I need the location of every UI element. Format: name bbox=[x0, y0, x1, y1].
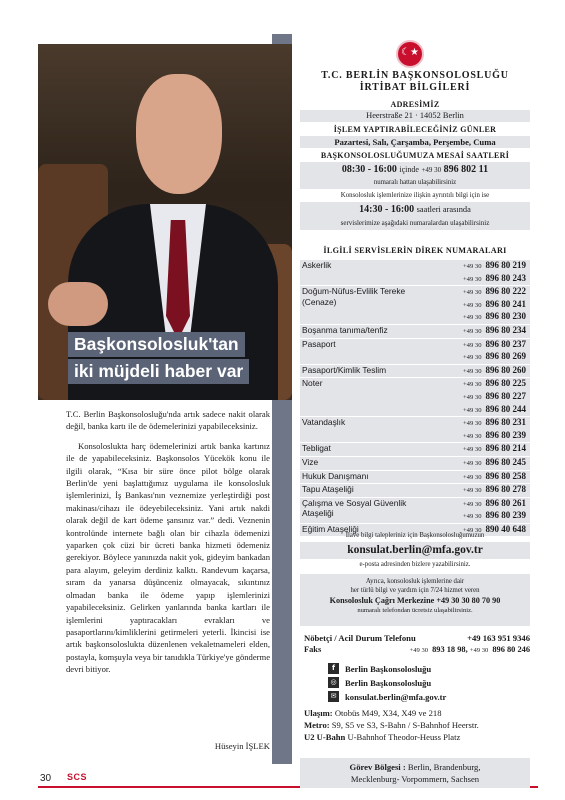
phone-prefix: +49 30 bbox=[462, 513, 482, 521]
service-row bbox=[300, 443, 530, 457]
instagram-icon: ◎ bbox=[328, 677, 339, 688]
service-phone[interactable] bbox=[428, 510, 526, 523]
services-table bbox=[300, 260, 530, 537]
phone-prefix: +49 30 bbox=[462, 289, 482, 297]
ubahn-label: U2 U-Bahn bbox=[304, 732, 346, 742]
article-lead: T.C. Berlin Başkonsolosluğu'nda artık sadece nakit olarak değil, banka kartı ile de ödemelerinizi yapabileceksiniz. bbox=[66, 409, 270, 432]
service-numbers bbox=[428, 260, 526, 285]
fax-prefix-1: +49 30 bbox=[409, 647, 429, 654]
panel-title-line-1: T.C. BERLİN BAŞKONSOLOSLUĞU bbox=[321, 70, 509, 81]
metro-text: S9, S5 ve S3, S-Bahn / S-Bahnhof Heerstr. bbox=[331, 720, 479, 730]
page-number: 30 bbox=[40, 773, 52, 784]
headline-line-1: Başkonsolosluk'tan bbox=[68, 332, 245, 357]
fax-label: Faks bbox=[304, 645, 322, 654]
call-note-1: Ayrıca, konsolosluk işlemlerine dair bbox=[365, 578, 465, 585]
service-row bbox=[300, 339, 530, 365]
service-time: 14:30 - 16:00 bbox=[359, 204, 415, 215]
social-email[interactable] bbox=[328, 691, 446, 702]
service-phone[interactable] bbox=[428, 443, 526, 456]
facebook-icon: f bbox=[328, 663, 339, 674]
phone-prefix: +49 30 bbox=[462, 301, 482, 309]
service-numbers bbox=[428, 325, 526, 338]
service-row bbox=[300, 378, 530, 417]
service-phone[interactable] bbox=[428, 417, 526, 430]
call-sub: numaralı telefondan ücretsiz ulaşabilirsiniz. bbox=[357, 607, 473, 614]
service-phone[interactable] bbox=[428, 365, 526, 378]
phone-prefix: +49 30 bbox=[462, 327, 482, 335]
service-time-sub: servislerimize aşağıdaki numaralardan ulaşabilirsiniz bbox=[340, 219, 490, 227]
service-phone[interactable] bbox=[428, 484, 526, 497]
phone-prefix: +49 30 bbox=[462, 446, 482, 454]
phone-number: 896 80 239 bbox=[485, 429, 526, 440]
social-facebook-text: Berlin Başkonsolosluğu bbox=[345, 663, 432, 674]
panel-title-line-2: İRTİBAT BİLGİLERİ bbox=[359, 82, 471, 93]
ubahn-text: U-Bahnhof Theodor-Heuss Platz bbox=[347, 732, 461, 742]
phone-number: 896 80 219 bbox=[485, 260, 526, 270]
phone-prefix: +49 30 bbox=[462, 420, 482, 428]
social-facebook[interactable] bbox=[328, 663, 431, 674]
social-instagram-text: Berlin Başkonsolosluğu bbox=[345, 677, 432, 688]
services-heading: İLGİLİ SERVİSLERİN DİREK NUMARALARI bbox=[323, 246, 507, 255]
service-phone[interactable] bbox=[428, 351, 526, 364]
headline-line-2: iki müjdeli haber var bbox=[68, 359, 249, 384]
service-numbers bbox=[428, 417, 526, 442]
phone-number: 896 80 237 bbox=[485, 338, 526, 349]
head-shape bbox=[136, 74, 222, 194]
service-numbers bbox=[428, 457, 526, 470]
phone-number: 896 80 278 bbox=[485, 484, 526, 495]
service-name: Doğum-Nüfus-Evlilik Tereke (Cenaze) bbox=[302, 286, 406, 307]
service-name: Noter bbox=[302, 378, 323, 389]
phone-prefix: +49 30 bbox=[462, 459, 482, 467]
call-number[interactable]: +49 30 30 80 70 90 bbox=[436, 596, 501, 605]
service-name: Vize bbox=[302, 456, 319, 467]
phone-prefix: +49 30 bbox=[462, 393, 482, 401]
service-numbers bbox=[428, 484, 526, 497]
hours-number: 896 802 11 bbox=[443, 164, 489, 175]
phone-number: 896 80 227 bbox=[485, 390, 526, 401]
phone-prefix: +49 30 bbox=[462, 432, 482, 440]
phone-number: 896 80 231 bbox=[485, 417, 526, 428]
fax-number-1: 893 18 98, bbox=[432, 645, 468, 654]
service-name: Çalışma ve Sosyal Güvenlik Ataşeliği bbox=[302, 497, 407, 519]
info-note: Konsolosluk işlemlerinize ilişkin ayrıntılı bilgi için ise bbox=[340, 192, 490, 199]
days-box: Pazartesi, Salı, Çarşamba, Perşembe, Cuma bbox=[300, 136, 530, 148]
service-numbers bbox=[428, 365, 526, 378]
phone-prefix: +49 30 bbox=[462, 367, 482, 375]
fax-row bbox=[304, 645, 530, 654]
call-note-2: her türlü bilgi ve yardım için 7/24 hizmet veren bbox=[350, 586, 480, 594]
service-row bbox=[300, 457, 530, 471]
service-phone[interactable] bbox=[428, 299, 526, 312]
region-label: Görev Bölgesi : bbox=[349, 762, 406, 772]
service-phone[interactable] bbox=[428, 273, 526, 286]
phone-number: 896 80 222 bbox=[485, 286, 526, 297]
social-email-text: konsulat.berlin@mfa.gov.tr bbox=[345, 691, 447, 702]
hours-time: 08:30 - 16:00 bbox=[341, 164, 397, 175]
region-box bbox=[300, 758, 530, 788]
fax-number-2: 896 80 246 bbox=[492, 645, 530, 654]
article-paragraph: Konsoloslukta harç ödemelerinizi artık banka kartınız ile de yapabileceksiniz. Başkonsolos Yücekök konu ile ilgili olarak, “Kısa bir süre önce pilot bölge olarak Berlin'de yeni başlattığımız uygulama ile konsolosluk işlemlerinizi, İş Bankası'nın veznemize yerleştirdiği post makinası/cihazı ile ödeyebileceksiniz. Yani artık nakdi olarak değil de kart ödeme şansınız var.” dedi. Veznenin kontrolünde internete bağlı olan bir cihazla ödemenizi yaparken çok cüzi bir ücreti banka hizmeti ödemeniz gerekiyor. Böylece yanınızda nakit yok, gideyim bankadan para alayım, geleyim derdiniz kalktı. Randevum kaçarsa, sıram da yanarsa düşünceniz olmayacak, sıkıntınız olmadan banka ile ödeme yapıp işlemlerinizi yapabileceksiniz. Gelirken yanlarında banka kartları ile işlemlerini yaptıracakları evrakları ve pasaportlarını/kimliklerini getirmeleri yeterli. İkincisi ise artık başkonsoloslukta düzenlenen vekaletnameleri elden, postayla, komşuyla veya bir tanıdıkla Türkiye'ye gönderme devri bitiyor. bbox=[66, 440, 271, 675]
email-address[interactable]: konsulat.berlin@mfa.gov.tr bbox=[300, 542, 530, 559]
phone-prefix: +49 30 bbox=[462, 473, 482, 481]
service-row bbox=[300, 325, 530, 339]
phone-number: 890 40 648 bbox=[485, 523, 526, 534]
address-heading: ADRESİMİZ bbox=[390, 100, 440, 109]
phone-number: 896 80 230 bbox=[485, 311, 526, 322]
phone-prefix: +49 30 bbox=[462, 487, 482, 495]
phone-number: 896 80 245 bbox=[485, 456, 526, 467]
service-row bbox=[300, 484, 530, 498]
call-label: Konsolosluk Çağrı Merkezine bbox=[329, 596, 435, 605]
phone-number: 896 80 241 bbox=[485, 298, 526, 309]
service-numbers bbox=[428, 471, 526, 484]
service-name: Vatandaşlık bbox=[302, 417, 346, 428]
hours-prefix: +49 30 bbox=[421, 166, 442, 174]
emergency-label: Nöbetçi / Acil Durum Telefonu bbox=[304, 633, 416, 643]
days-heading: İŞLEM YAPTIRABİLECEĞİNİZ GÜNLER bbox=[333, 125, 497, 134]
article-headline bbox=[68, 332, 278, 386]
phone-number: 896 80 261 bbox=[485, 497, 526, 508]
hours-heading: BAŞKONSOLOSLUĞUMUZA MESAİ SAATLERİ bbox=[320, 151, 510, 160]
emergency-number[interactable]: +49 163 951 9346 bbox=[467, 633, 530, 643]
service-name: Pasaport/Kimlik Teslim bbox=[302, 364, 387, 375]
service-phone[interactable] bbox=[428, 471, 526, 484]
transport-bus: Otobüs M49, X34, X49 ve 218 bbox=[334, 708, 442, 718]
transport-label: Ulaşım: bbox=[304, 708, 333, 718]
phone-prefix: +49 30 bbox=[462, 526, 482, 534]
service-row bbox=[300, 260, 530, 286]
call-center-box bbox=[300, 574, 530, 626]
panel-title bbox=[300, 70, 530, 94]
email-sub: e-posta adresinden bizlere yazabilirsiniz. bbox=[359, 561, 471, 568]
region-text-1: Berlin, Brandenburg, bbox=[407, 762, 481, 772]
phone-prefix: +49 30 bbox=[462, 406, 482, 414]
service-numbers bbox=[428, 378, 526, 416]
service-phone[interactable] bbox=[428, 404, 526, 417]
phone-number: 896 80 225 bbox=[485, 378, 526, 389]
hours-mid: içinde bbox=[399, 165, 419, 174]
phone-number: 896 80 239 bbox=[485, 510, 526, 521]
service-name: Pasaport bbox=[302, 338, 336, 349]
phone-prefix: +49 30 bbox=[462, 500, 482, 508]
service-phone[interactable] bbox=[428, 498, 526, 511]
phone-prefix: +49 30 bbox=[462, 314, 482, 322]
service-phone[interactable] bbox=[428, 325, 526, 338]
service-row bbox=[300, 471, 530, 485]
region-text-2: Mecklenburg- Vorpommern, Sachsen bbox=[350, 774, 480, 784]
metro-label: Metro: bbox=[304, 720, 330, 730]
address-box: Heerstraße 21 · 14052 Berlin bbox=[300, 110, 530, 122]
phone-number: 896 80 258 bbox=[485, 470, 526, 481]
phone-number: 896 80 269 bbox=[485, 351, 526, 362]
service-numbers bbox=[428, 498, 526, 523]
service-phone[interactable] bbox=[428, 378, 526, 391]
service-time-text: saatleri arasında bbox=[416, 205, 471, 214]
hours-box bbox=[300, 162, 530, 189]
email-note: İlave bilgi talepleriniz için Başkonsolosluğumuzun bbox=[345, 532, 485, 539]
service-name: Boşanma tanıma/tenfiz bbox=[302, 324, 388, 335]
service-row bbox=[300, 286, 530, 325]
service-numbers bbox=[428, 286, 526, 324]
consulate-emblem-icon bbox=[396, 40, 424, 68]
service-name: Askerlik bbox=[302, 260, 332, 270]
hours-sub: numaralı hattan ulaşabilirsiniz bbox=[373, 179, 457, 186]
service-name: Hukuk Danışmanı bbox=[302, 470, 369, 481]
phone-number: 896 80 234 bbox=[485, 324, 526, 335]
service-phone[interactable] bbox=[428, 260, 526, 273]
email-icon: ✉ bbox=[328, 691, 339, 702]
phone-prefix: +49 30 bbox=[462, 263, 482, 270]
phone-prefix: +49 30 bbox=[462, 275, 482, 283]
emergency-row bbox=[304, 633, 530, 643]
phone-number: 896 80 243 bbox=[485, 272, 526, 283]
service-numbers bbox=[428, 339, 526, 364]
article-author: Hüseyin İŞLEK bbox=[214, 741, 270, 751]
service-name: Eğitim Ataşeliği bbox=[302, 523, 359, 534]
service-name: Tapu Ataşeliği bbox=[302, 484, 354, 495]
service-hours-box bbox=[300, 202, 530, 230]
service-phone[interactable] bbox=[428, 391, 526, 404]
service-phone[interactable] bbox=[428, 339, 526, 352]
phone-prefix: +49 30 bbox=[462, 341, 482, 349]
service-phone[interactable] bbox=[428, 457, 526, 470]
phone-number: 896 80 244 bbox=[485, 403, 526, 414]
hand-shape bbox=[48, 282, 108, 326]
social-instagram[interactable] bbox=[328, 677, 431, 688]
service-row bbox=[300, 498, 530, 524]
service-phone[interactable] bbox=[428, 286, 526, 299]
service-row bbox=[300, 365, 530, 379]
service-row bbox=[300, 417, 530, 443]
phone-number: 896 80 214 bbox=[485, 443, 526, 454]
service-phone[interactable] bbox=[428, 430, 526, 443]
service-name: Tebligat bbox=[302, 443, 331, 454]
service-numbers bbox=[428, 443, 526, 456]
article-body bbox=[66, 408, 270, 683]
fax-prefix-2: +49 30 bbox=[469, 647, 489, 654]
transport-info bbox=[304, 707, 530, 743]
service-phone[interactable] bbox=[428, 311, 526, 324]
phone-prefix: +49 30 bbox=[462, 354, 482, 362]
phone-number: 896 80 260 bbox=[485, 364, 526, 375]
magazine-logo: SCS bbox=[67, 772, 88, 782]
phone-prefix: +49 30 bbox=[462, 381, 482, 389]
